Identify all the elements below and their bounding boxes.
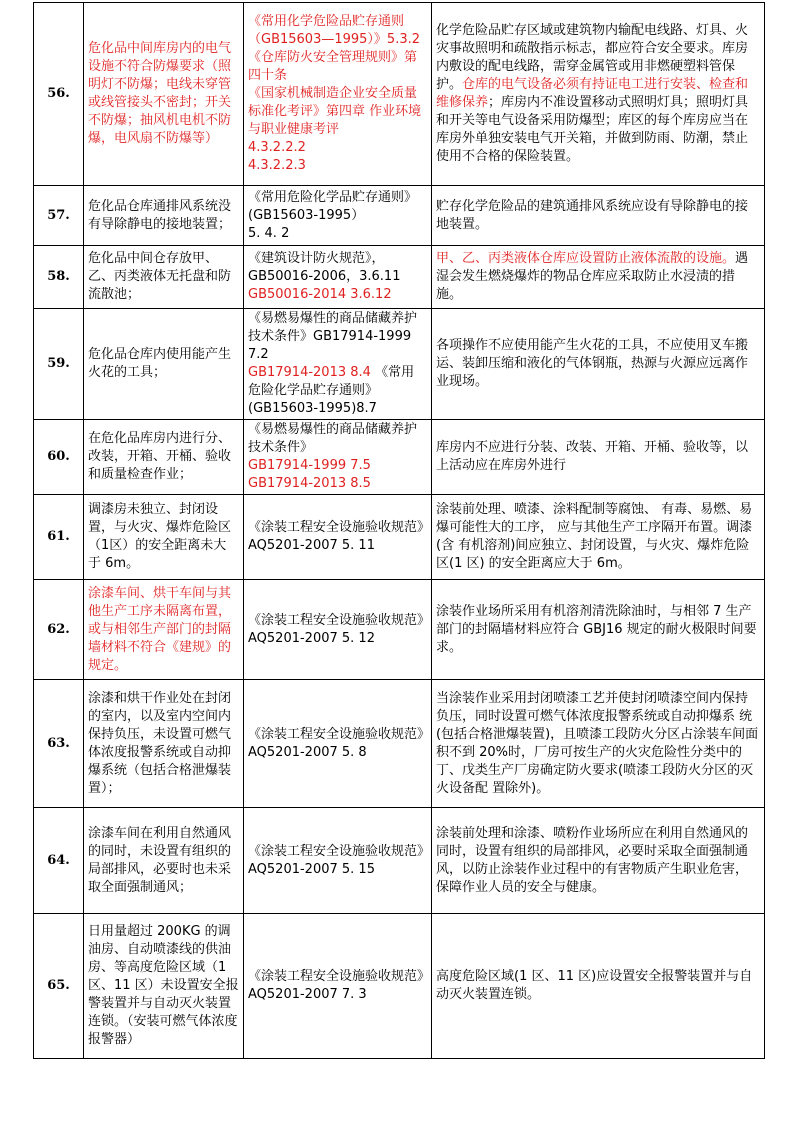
table-row xyxy=(34,420,765,495)
requirement-cell-text: 涂装前处理和涂漆、喷粉作业场所应在利用自然通风的同时，设置有组织的局部排风，必要时采取全面强制通风，以防止涂装作业过程中的有害物质产生职业危害，保障作业人员的安全与健康。 xyxy=(436,825,749,895)
requirement-cell-text: 当涂装作业采用封闭喷漆工艺并使封闭喷漆空间内保持负压，同时设置可燃气体浓度报警系统或自动抑爆系 统(包括合格泄爆装置)，且喷漆工段防火分区占涂装车间面 积不到 20%时，厂房可按生产的火灾危险性分类中的丁、戊类生产厂房确定防火要求(喷漆工段防火分区的灭火设备配 置除外)。 xyxy=(436,690,759,796)
requirement-cell-text: 高度危险区域(1 区、11 区)应设置安全报警装置并与自动灭火装置连锁。 xyxy=(436,969,753,1002)
issue-cell-text: 调漆房未独立、封闭设置，与火灾、爆炸危险区（1区）的安全距离未大于 6m。 xyxy=(88,502,232,571)
requirement-cell-text: 库房内不应进行分装、改装、开箱、开桶、验收等，以上活动应在库房外进行 xyxy=(436,440,749,473)
table-row xyxy=(34,3,765,186)
basis-cell-text: GB17914-2013 8.4 xyxy=(248,365,371,380)
table-row xyxy=(34,186,765,246)
issue-cell-text: 日用量超过 200KG 的调油房、自动喷漆线的供油房、等高度危险区域（1区、11 区）未设置安全报警装置并与自动灭火装置连锁。（安装可燃气体浓度报警器） xyxy=(88,924,239,1047)
issue-cell xyxy=(84,808,244,914)
table-row xyxy=(34,309,765,420)
requirement-cell xyxy=(432,808,765,914)
requirement-cell-text: 贮存化学危险品的建筑通排风系统应设有导除静电的接地装置。 xyxy=(436,198,749,232)
basis-cell-text: 《涂装工程安全设施验收规范》AQ5201-2007 5. 11 xyxy=(248,520,424,553)
issue-cell-text: 危化品中间仓存放甲、乙、丙类液体无托盘和防流散池； xyxy=(88,251,232,302)
basis-cell-text: 《涂装工程安全设施验收规范》AQ5201-2007 7. 3 xyxy=(248,969,424,1002)
requirement-cell-text: 仓库的电气设备必须有持证电工进行安装、检查和维修保养 xyxy=(436,77,749,110)
requirement-cell-text: ；库房内不准设置移动式照明灯具；照明灯具和开关等电气设备采用防爆型；库区的每个库房应当在库房外单独安装电气开关箱，并做到防雨、防潮，禁止使用不合格的保险装置。 xyxy=(436,95,749,164)
basis-cell xyxy=(244,495,432,580)
table-body xyxy=(34,3,765,1059)
requirement-cell xyxy=(432,580,765,680)
issue-cell xyxy=(84,580,244,680)
basis-cell-text: 《国家机械制造企业安全质量标准化考评》第四章 作业环境与职业健康考评 xyxy=(248,86,422,137)
row-number: 58. xyxy=(34,246,84,309)
requirement-cell xyxy=(432,914,765,1059)
issue-cell xyxy=(84,186,244,246)
table-row xyxy=(34,246,765,309)
issue-cell xyxy=(84,3,244,186)
row-number: 64. xyxy=(34,808,84,914)
table-row xyxy=(34,680,765,808)
basis-cell-text: 《易燃易爆性的商品储藏养护技术条件》GB17914-1999 7.2 xyxy=(248,311,418,362)
requirement-cell xyxy=(432,309,765,420)
table-row xyxy=(34,580,765,680)
row-number: 63. xyxy=(34,680,84,808)
basis-cell xyxy=(244,186,432,246)
basis-cell xyxy=(244,246,432,309)
basis-cell xyxy=(244,580,432,680)
regulation-table xyxy=(33,2,765,1059)
issue-cell xyxy=(84,495,244,580)
issue-cell xyxy=(84,680,244,808)
table-row xyxy=(34,914,765,1059)
basis-cell-text: 《涂装工程安全设施验收规范》AQ5201-2007 5. 8 xyxy=(248,726,424,760)
issue-cell-text: 涂漆车间在利用自然通风的同时，未设置有组织的局部排风，必要时也未采取全面强制通风； xyxy=(88,825,232,895)
table-row xyxy=(34,808,765,914)
basis-cell-text: 《易燃易爆性的商品储藏养护技术条件》 xyxy=(248,422,418,455)
basis-cell xyxy=(244,914,432,1059)
issue-cell xyxy=(84,914,244,1059)
basis-cell-text: 《常用化学危险品贮存通则（GB15603—1995）》5.3.2 xyxy=(248,14,421,47)
row-number: 62. xyxy=(34,580,84,680)
row-number: 59. xyxy=(34,309,84,420)
basis-cell-text: GB50016-2006，3.6.11 xyxy=(248,269,401,284)
issue-cell xyxy=(84,420,244,495)
requirement-cell-text: 涂装前处理、喷漆、涂料配制等腐蚀、 有毒、易燃、易爆可能性大的工序， 应与其他生产工序隔开布置。调漆(含 有机溶剂)间应独立、封闭设置，与火灾、爆炸危险区(1 区) 的安全距离应大于 6m。 xyxy=(436,502,753,571)
basis-cell-text: 《仓库防火安全管理规则》第四十条 xyxy=(248,50,418,83)
issue-cell-text: 在危化品库房内进行分、改装，开箱、开桶、验收和质量检查作业； xyxy=(88,431,232,482)
basis-cell xyxy=(244,420,432,495)
basis-cell xyxy=(244,808,432,914)
basis-cell-text: 《涂装工程安全设施验收规范》AQ5201-2007 5. 15 xyxy=(248,843,424,877)
basis-cell xyxy=(244,680,432,808)
basis-cell xyxy=(244,3,432,186)
basis-cell-text: GB50016-2014 3.6.12 xyxy=(248,287,392,302)
basis-cell-text: 《涂装工程安全设施验收规范》AQ5201-2007 5. 12 xyxy=(248,612,424,646)
basis-cell-text: GB17914-1999 7.5 GB17914-2013 8.5 xyxy=(248,458,371,491)
issue-cell xyxy=(84,309,244,420)
issue-cell-text: 涂漆车间、烘干车间与其他生产工序未隔离布置，或与相邻生产部门的封隔墙材料不符合《建规》的规定。 xyxy=(88,585,232,673)
row-number: 65. xyxy=(34,914,84,1059)
issue-cell-text: 涂漆和烘干作业处在封闭的室内，以及室内空间内保持负压，未设置可燃气体浓度报警系统或自动抑爆系统（包括合格泄爆装置）； xyxy=(88,690,232,796)
row-number: 60. xyxy=(34,420,84,495)
requirement-cell xyxy=(432,420,765,495)
basis-cell-text: 4.3.2.2.3 xyxy=(248,158,306,173)
basis-cell-text: 4.3.2.2.2 xyxy=(248,140,306,155)
requirement-cell-text: 甲、乙、丙类液体仓库应设置防止液体流散的设施。 xyxy=(436,251,736,266)
row-number: 57. xyxy=(34,186,84,246)
row-number: 61. xyxy=(34,495,84,580)
table-row xyxy=(34,495,765,580)
requirement-cell xyxy=(432,246,765,309)
basis-cell xyxy=(244,309,432,420)
requirement-cell xyxy=(432,495,765,580)
requirement-cell xyxy=(432,680,765,808)
requirement-cell-text: 遇湿会发生燃烧爆炸的物品仓库应采取防止水浸渍的措施。 xyxy=(436,251,749,302)
basis-cell-text: 《常用危险化学品贮存通则》(GB15603-1995)8.7 xyxy=(248,365,415,416)
requirement-cell-text: 化学危险品贮存区域或建筑物内输配电线路、灯具、火灾事故照明和疏散指示标志，都应符合安全要求。库房内敷设的配电线路，需穿金属管或用非燃硬塑料管保护。 xyxy=(436,23,749,92)
basis-cell-text: 《建筑设计防火规范》， xyxy=(248,251,385,266)
basis-cell-text: 5. 4. 2 xyxy=(248,225,290,241)
requirement-cell-text: 各项操作不应使用能产生火花的工具，不应使用叉车搬运、装卸压缩和液化的气体钢瓶，热源与火源应远离作业现场。 xyxy=(436,338,749,389)
requirement-cell-text: 涂装作业场所采用有机溶剂清洗除油时，与相邻 7 生产部门的封隔墙材料应符合 GBJ16 规定的耐火极限时间要求。 xyxy=(436,603,757,655)
issue-cell xyxy=(84,246,244,309)
requirement-cell xyxy=(432,186,765,246)
requirement-cell xyxy=(432,3,765,186)
row-number: 56. xyxy=(34,3,84,186)
basis-cell-text: 《常用危险化学品贮存通则》(GB15603-1995） xyxy=(248,189,418,223)
issue-cell-text: 危化品中间库房内的电气设施不符合防爆要求（照明灯不防爆；电线未穿管或线管接头不密封；开关不防爆；抽风机电机不防爆，电风扇不防爆等） xyxy=(88,41,232,146)
issue-cell-text: 危化品仓库内使用能产生火花的工具； xyxy=(88,347,232,380)
issue-cell-text: 危化品仓库通排风系统没有导除静电的接地装置； xyxy=(88,198,232,232)
